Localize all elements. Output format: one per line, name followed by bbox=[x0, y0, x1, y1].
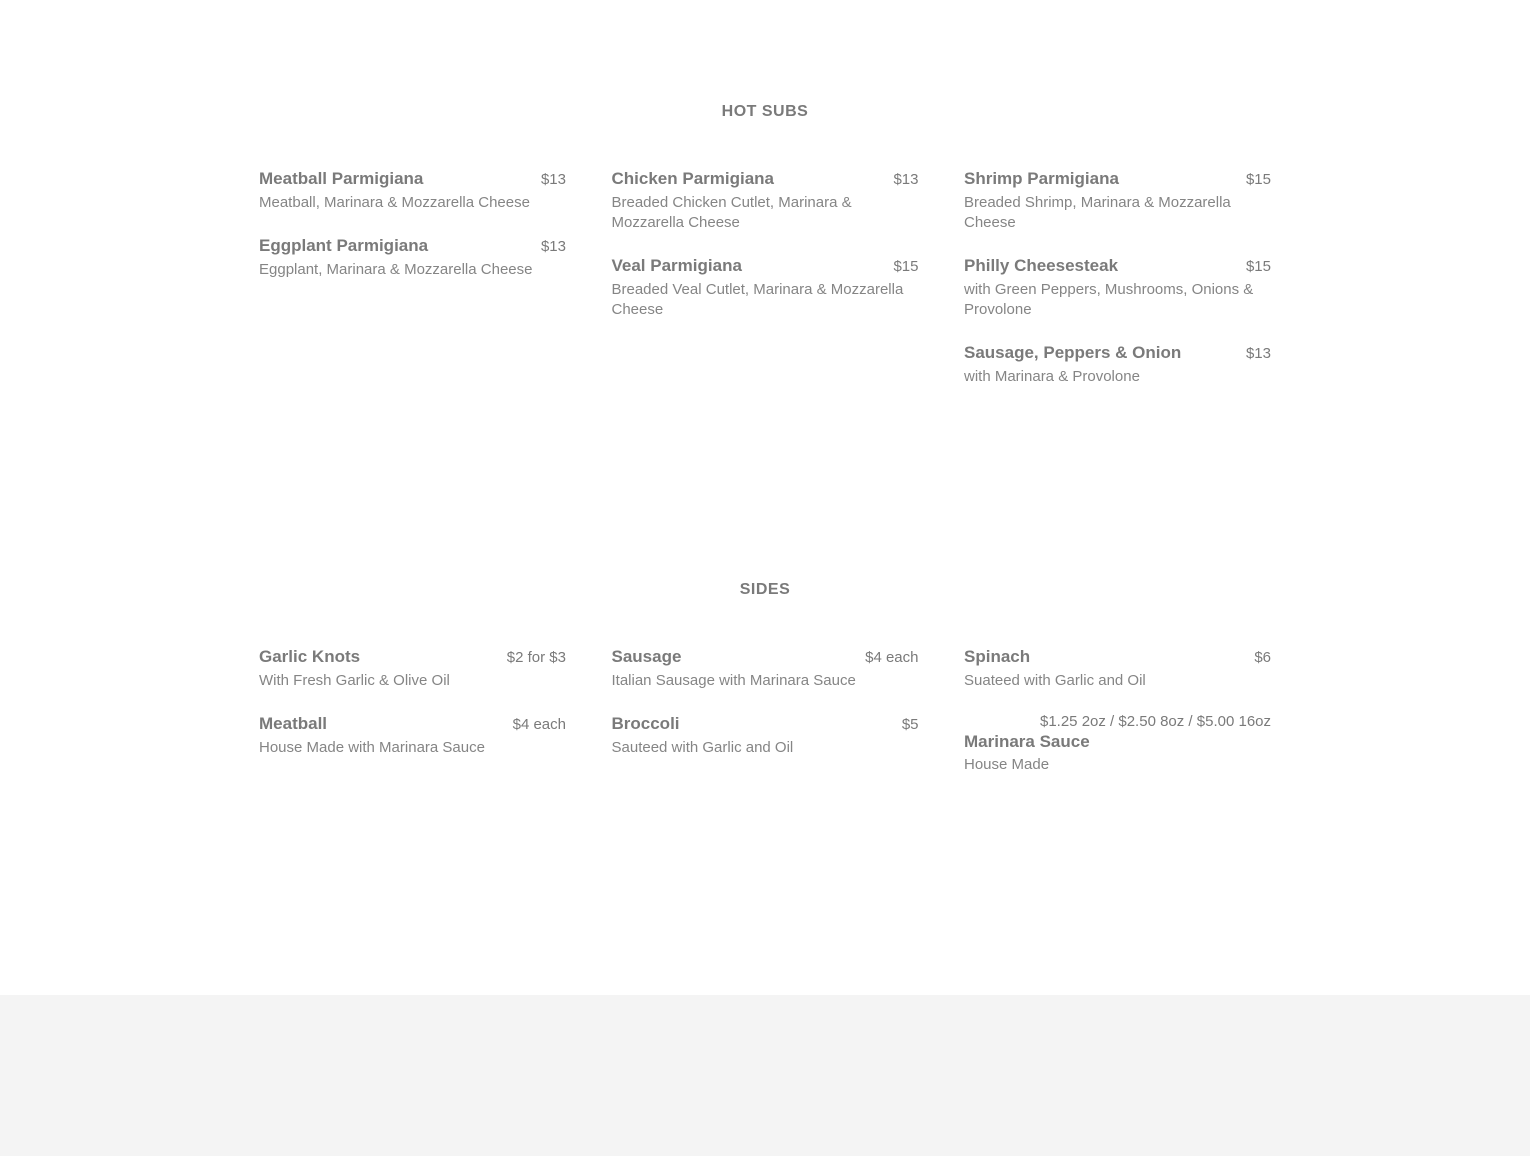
hot-subs-section bbox=[259, 102, 1271, 409]
item-description: Suateed with Garlic and Oil bbox=[964, 672, 1146, 689]
item-description: with Marinara & Provolone bbox=[964, 368, 1140, 385]
item-price: $2 for $3 bbox=[506, 649, 566, 666]
item-price: $13 bbox=[1245, 345, 1271, 362]
item-price: $4 each bbox=[865, 649, 919, 666]
menu-item bbox=[612, 646, 919, 691]
item-price: $15 bbox=[1245, 171, 1271, 188]
item-name: Veal Parmigiana bbox=[611, 256, 742, 275]
section-title: HOT SUBS bbox=[721, 103, 809, 120]
item-name: Broccoli bbox=[611, 714, 680, 733]
item-header bbox=[964, 713, 1271, 753]
menu-item bbox=[612, 255, 919, 320]
menu-item bbox=[259, 713, 566, 758]
item-header bbox=[612, 255, 919, 278]
item-description: House Made bbox=[964, 756, 1050, 773]
page-footer bbox=[0, 995, 1530, 1156]
menu-item bbox=[259, 646, 566, 691]
menu-item bbox=[612, 713, 919, 758]
item-name: Meatball Parmigiana bbox=[259, 169, 424, 188]
item-name: Eggplant Parmigiana bbox=[259, 236, 429, 255]
item-header bbox=[964, 168, 1271, 191]
item-header bbox=[259, 713, 566, 736]
item-price: $6 bbox=[1254, 649, 1271, 666]
menu-column bbox=[259, 168, 566, 409]
item-description: Sauteed with Garlic and Oil bbox=[611, 739, 794, 756]
item-name: Sausage, Peppers & Onion bbox=[964, 343, 1182, 362]
item-name: Chicken Parmigiana bbox=[611, 169, 775, 188]
menu-item bbox=[612, 168, 919, 233]
item-description: Breaded Veal Cutlet, Marinara & Mozzarella Cheese bbox=[611, 281, 904, 318]
item-description: Breaded Shrimp, Marinara & Mozzarella Cheese bbox=[964, 194, 1231, 231]
item-description: Italian Sausage with Marinara Sauce bbox=[611, 672, 856, 689]
menu-item bbox=[964, 646, 1271, 691]
menu-column bbox=[612, 646, 919, 797]
item-name: Philly Cheesesteak bbox=[964, 256, 1119, 275]
item-description: Breaded Chicken Cutlet, Marinara & Mozzarella Cheese bbox=[611, 194, 852, 231]
item-price: $5 bbox=[901, 716, 919, 733]
menu-columns bbox=[259, 168, 1271, 409]
menu-column bbox=[612, 168, 919, 409]
item-price: $15 bbox=[893, 258, 919, 275]
menu-item bbox=[964, 713, 1271, 775]
item-name: Shrimp Parmigiana bbox=[964, 169, 1119, 188]
item-description: House Made with Marinara Sauce bbox=[259, 739, 485, 756]
item-price: $4 each bbox=[512, 716, 566, 733]
item-header bbox=[964, 646, 1271, 669]
item-header bbox=[964, 255, 1271, 278]
item-description: Meatball, Marinara & Mozzarella Cheese bbox=[259, 194, 530, 211]
item-header bbox=[259, 646, 566, 669]
item-name: Spinach bbox=[964, 647, 1031, 666]
item-description: Eggplant, Marinara & Mozzarella Cheese bbox=[259, 261, 533, 278]
menu-item bbox=[964, 342, 1271, 387]
item-price: $13 bbox=[540, 171, 566, 188]
item-name: Meatball bbox=[259, 714, 328, 733]
item-header bbox=[612, 168, 919, 191]
item-price: $13 bbox=[540, 238, 566, 255]
menu-item bbox=[259, 235, 566, 280]
menu-column bbox=[259, 646, 566, 797]
section-title: SIDES bbox=[739, 581, 791, 598]
item-header bbox=[259, 168, 566, 191]
item-header bbox=[612, 713, 919, 736]
menu-columns bbox=[259, 646, 1271, 797]
item-price: $15 bbox=[1245, 258, 1271, 275]
item-name: Sausage bbox=[611, 647, 682, 666]
item-header bbox=[612, 646, 919, 669]
item-price: $1.25 2oz / $2.50 8oz / $5.00 16oz bbox=[1039, 713, 1271, 730]
item-description: with Green Peppers, Mushrooms, Onions & Provolone bbox=[964, 281, 1254, 318]
item-header bbox=[259, 235, 566, 258]
menu-column bbox=[964, 646, 1271, 797]
menu-item bbox=[964, 168, 1271, 233]
menu-column bbox=[964, 168, 1271, 409]
item-header bbox=[964, 342, 1271, 365]
menu-item bbox=[964, 255, 1271, 320]
item-price: $13 bbox=[893, 171, 919, 188]
item-name: Marinara Sauce bbox=[964, 732, 1090, 751]
item-name: Garlic Knots bbox=[259, 647, 361, 666]
item-description: With Fresh Garlic & Olive Oil bbox=[259, 672, 450, 689]
sides-section bbox=[259, 580, 1271, 797]
menu-item bbox=[259, 168, 566, 213]
